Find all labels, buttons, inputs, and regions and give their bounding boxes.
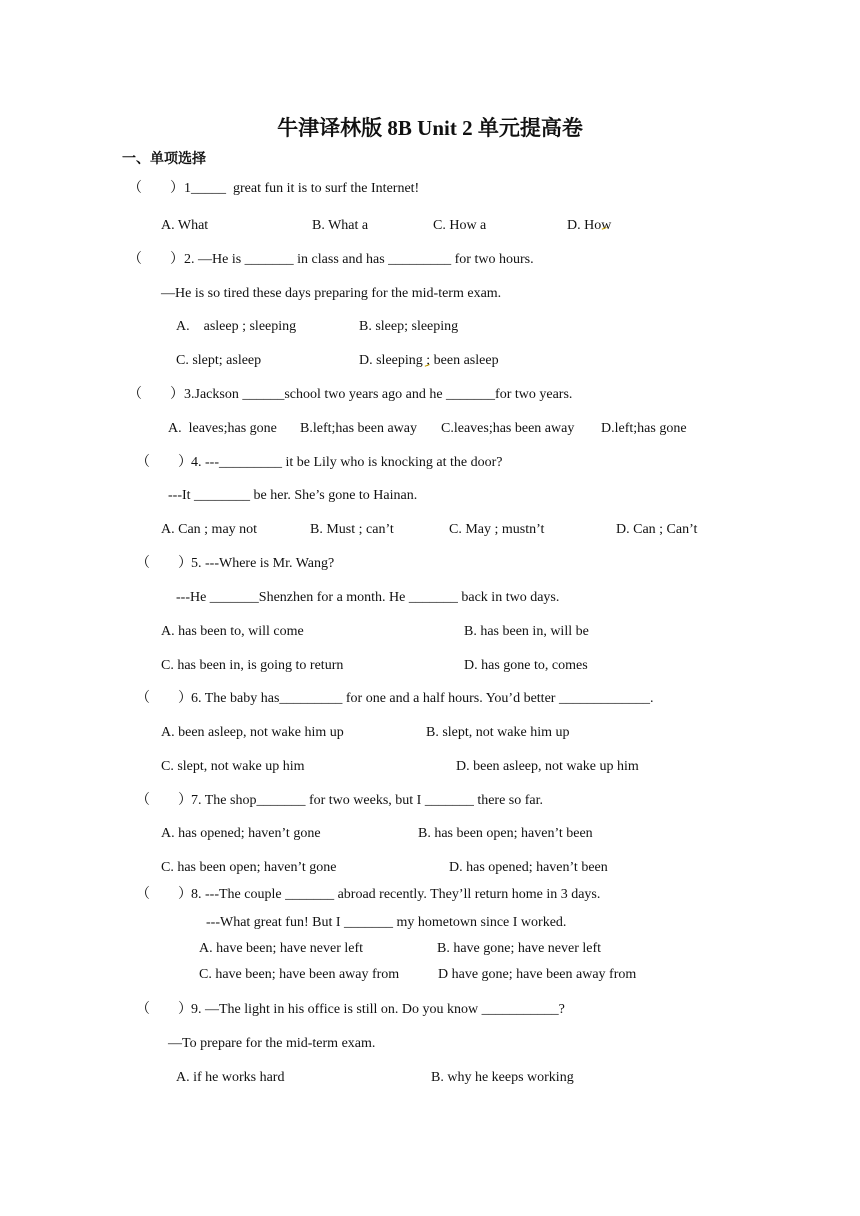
answer-paren: （ ） — [128, 181, 184, 196]
option-c: C. have been; have been away from — [199, 967, 400, 982]
answer-paren: （ ） — [136, 455, 192, 470]
option-b: B. Must ; can’t — [310, 522, 394, 537]
option-d: D. has opened; haven’t been — [449, 860, 608, 875]
option-d: D.left;has gone — [601, 421, 687, 436]
option-a: A. What — [161, 218, 209, 233]
option-d: D. sleeping ; been asleep — [359, 353, 499, 368]
option-c: C. has been open; haven’t gone — [161, 860, 337, 875]
option-d: D. has gone to, comes — [464, 658, 588, 673]
answer-paren: （ ） — [136, 691, 192, 706]
option-b: B. has been in, will be — [464, 624, 589, 639]
option-a: A. Can ; may not — [161, 522, 258, 537]
option-a: A. if he works hard — [176, 1070, 285, 1085]
section-heading: 一、单项选择 — [122, 151, 206, 167]
answer-paren: （ ） — [128, 387, 184, 402]
question-stem: 8. ---The couple _______ abroad recently. They’ll return home in 3 days. — [191, 887, 601, 902]
option-b: B.left;has been away — [300, 421, 418, 436]
option-c: C. How a — [433, 218, 487, 233]
answer-paren: （ ） — [128, 252, 184, 267]
answer-paren: （ ） — [136, 793, 192, 808]
option-b: B. has been open; haven’t been — [418, 826, 593, 841]
option-a: A. have been; have never left — [199, 941, 364, 956]
option-d: D. been asleep, not wake up him — [456, 759, 639, 774]
option-a: A. has been to, will come — [161, 624, 304, 639]
option-c: C. May ; mustn’t — [449, 522, 545, 537]
option-a: A. leaves;has gone — [168, 421, 277, 436]
option-c: C. slept; asleep — [176, 353, 262, 368]
question-stem: 3.Jackson ______school two years ago and he _______for two years. — [184, 387, 573, 402]
question-stem-line-2: —To prepare for the mid-term exam. — [168, 1036, 376, 1051]
option-a: A. been asleep, not wake him up — [161, 725, 344, 740]
option-a: A. has opened; haven’t gone — [161, 826, 321, 841]
question-stem-line-2: —He is so tired these days preparing for the mid-term exam. — [161, 286, 502, 301]
question-stem: 7. The shop_______ for two weeks, but I _______ there so far. — [191, 793, 544, 808]
question-stem-line-2: ---It ________ be her. She’s gone to Hainan. — [168, 488, 418, 503]
option-b: B. have gone; have never left — [437, 941, 602, 956]
answer-paren: （ ） — [136, 1002, 192, 1017]
option-b: B. What a — [312, 218, 369, 233]
question-stem: 2. —He is _______ in class and has _________ for two hours. — [184, 252, 534, 267]
option-c: C. slept, not wake up him — [161, 759, 305, 774]
question-stem: 4. ---_________ it be Lily who is knocking at the door? — [191, 455, 503, 470]
option-b: B. sleep; sleeping — [359, 319, 459, 334]
question-stem-line-2: ---What great fun! But I _______ my hometown since I worked. — [206, 915, 567, 930]
option-a: A. asleep ; sleeping — [176, 319, 297, 334]
option-c: C.leaves;has been away — [441, 421, 575, 436]
answer-paren: （ ） — [136, 887, 192, 902]
option-b: B. slept, not wake him up — [426, 725, 570, 740]
question-stem-line-2: ---He _______Shenzhen for a month. He _______ back in two days. — [176, 590, 560, 605]
option-c: C. has been in, is going to return — [161, 658, 344, 673]
option-d: D have gone; have been away from — [438, 967, 637, 982]
answer-paren: （ ） — [136, 556, 192, 571]
page-title: 牛津译林版 8B Unit 2 单元提高卷 — [277, 116, 583, 140]
option-d: D. Can ; Can’t — [616, 522, 698, 537]
question-stem: 9. —The light in his office is still on. Do you know ___________? — [191, 1002, 565, 1017]
question-stem: 1_____ great fun it is to surf the Internet! — [184, 181, 420, 196]
question-stem: 6. The baby has_________ for one and a half hours. You’d better _____________. — [191, 691, 654, 706]
option-b: B. why he keeps working — [431, 1070, 574, 1085]
question-stem: 5. ---Where is Mr. Wang? — [191, 556, 335, 571]
option-d: D. How — [567, 218, 612, 233]
